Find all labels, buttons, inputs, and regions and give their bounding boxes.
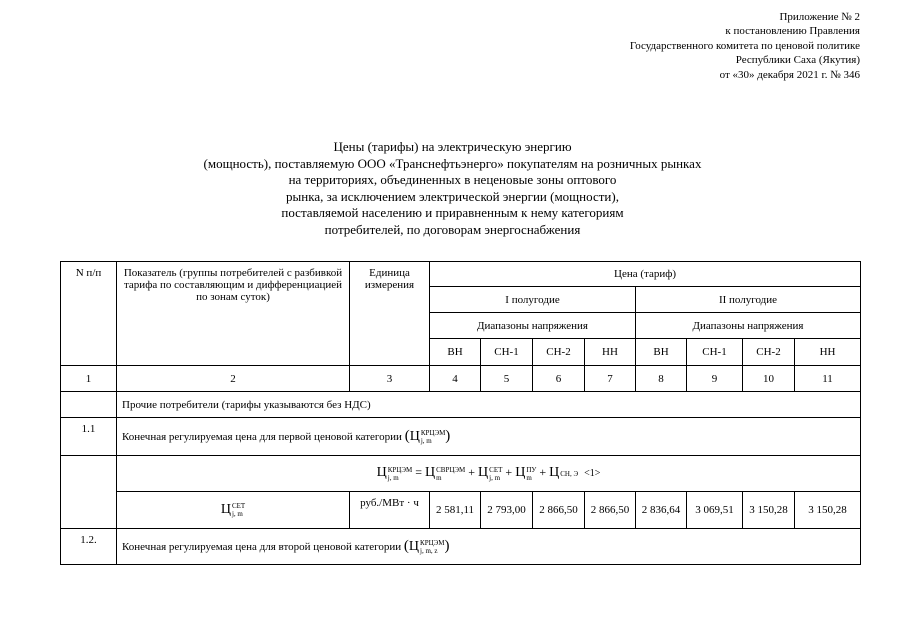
symbol-sup: КРЦЭМ	[420, 539, 445, 548]
set-symbol-cell	[117, 492, 350, 529]
header-num: N п/п	[61, 262, 117, 366]
close-paren: )	[444, 537, 450, 554]
symbol-sup: СВРЦЭМ	[436, 465, 466, 474]
symbol-sub: j, m	[387, 473, 399, 482]
symbol-indices	[232, 502, 245, 518]
tariff-table	[60, 261, 861, 565]
symbol-indices	[388, 466, 412, 482]
equals-sign: =	[415, 465, 422, 480]
section-title: Прочие потребители (тарифы указываются без НДС)	[117, 392, 861, 418]
symbol-sup: СЕТ	[231, 502, 246, 511]
formula-symbol: Ц	[515, 465, 526, 481]
row-1-2-text	[117, 529, 861, 565]
price-value: 3 069,51	[687, 492, 743, 529]
set-symbol: Ц	[220, 501, 231, 517]
formula-num-cell	[61, 456, 117, 529]
symbol-sub: m	[526, 473, 532, 482]
header-voltage-ranges: Диапазоны напряжения	[430, 313, 636, 339]
symbol-sub: j, m	[231, 510, 243, 519]
title-line: рынка, за исключением электрической энергии (мощности),	[286, 188, 619, 204]
symbol-sup: КРЦЭМ	[387, 465, 413, 474]
formula	[117, 456, 861, 492]
col-number: 5	[481, 366, 533, 392]
header-line: к постановлению Правления	[725, 25, 860, 38]
symbol-sup: СН, Э	[560, 469, 579, 478]
row-1-2-label: Конечная регулируемая цена для второй ценовой категории	[122, 540, 402, 553]
col-number: 8	[636, 366, 687, 392]
symbol-indices	[489, 466, 502, 482]
voltage-vn: ВН	[636, 339, 687, 366]
formula-symbol: Ц	[376, 465, 387, 481]
col-number: 7	[585, 366, 636, 392]
title-line: Цены (тарифы) на электрическую энергию	[333, 139, 572, 154]
header-voltage-ranges: Диапазоны напряжения	[636, 313, 861, 339]
voltage-sn1: СН-1	[481, 339, 533, 366]
col-number: 3	[350, 366, 430, 392]
symbol-sub: j, m	[489, 473, 501, 482]
symbol-indices	[421, 429, 445, 445]
header-price: Цена (тариф)	[430, 262, 861, 287]
row-num: 1.1	[61, 418, 117, 456]
formula-symbol: Ц	[425, 465, 436, 481]
price-value: 2 793,00	[481, 492, 533, 529]
title-line: на территориях, объединенных в неценовые зоны оптового	[288, 172, 617, 187]
header-unit: Единица измерения	[350, 262, 430, 366]
voltage-nn: НН	[795, 339, 861, 366]
formula-symbol: Ц	[549, 465, 560, 481]
header-line: от «30» декабря 2021 г. № 346	[719, 68, 860, 81]
row-1-1-label: Конечная регулируемая цена для первой ценовой категории	[122, 430, 402, 443]
title-line: потребителей, по договорам энергоснабжения	[324, 221, 581, 237]
footnote-ref: <1>	[584, 468, 601, 480]
header-line: Республики Саха (Якутия)	[735, 54, 860, 67]
header-indicator: Показатель (группы потребителей с разбивкой тарифа по составляющим и дифференциацией по зонам суток)	[117, 262, 350, 366]
voltage-nn: НН	[585, 339, 636, 366]
col-number: 2	[117, 366, 350, 392]
row-1-1-text	[117, 418, 861, 456]
price-value: 2 836,64	[636, 492, 687, 529]
title-line: поставляемой населению и приравненным к нему категориям	[281, 205, 624, 220]
symbol-sub: j, m, z	[420, 547, 438, 556]
open-paren: (	[404, 427, 410, 444]
set-unit: руб./МВт · ч	[350, 492, 430, 529]
col-number: 10	[743, 366, 795, 392]
open-paren: (	[403, 537, 409, 554]
close-paren: )	[445, 427, 451, 444]
voltage-vn: ВН	[430, 339, 481, 366]
col-number: 11	[795, 366, 861, 392]
plus-sign: +	[505, 465, 513, 480]
col-number: 4	[430, 366, 481, 392]
row-num: 1.2.	[61, 529, 117, 565]
symbol-sub: m	[436, 473, 442, 482]
symbol-indices	[436, 466, 465, 482]
header-half-1: I полугодие	[430, 287, 636, 313]
appendix-header	[630, 10, 860, 82]
col-number: 6	[533, 366, 585, 392]
price-value: 2 866,50	[533, 492, 585, 529]
price-value: 2 581,11	[430, 492, 481, 529]
voltage-sn2: СН-2	[743, 339, 795, 366]
header-line: Государственного комитета по ценовой политике	[629, 39, 860, 52]
voltage-sn1: СН-1	[687, 339, 743, 366]
price-symbol: Ц	[409, 428, 420, 444]
header-line: Приложение № 2	[779, 11, 860, 23]
plus-sign: +	[539, 465, 547, 480]
formula-symbol: Ц	[478, 465, 489, 481]
title-line: (мощность), поставляемую ООО «Транснефтьэнерго» покупателям на розничных рынках	[203, 155, 702, 171]
section-num-cell	[61, 392, 117, 418]
symbol-indices	[526, 466, 536, 482]
symbol-indices	[560, 470, 578, 478]
document-title	[0, 139, 905, 238]
price-value: 3 150,28	[743, 492, 795, 529]
price-value: 3 150,28	[795, 492, 861, 529]
symbol-sub: j, m	[420, 437, 432, 446]
voltage-sn2: СН-2	[533, 339, 585, 366]
price-value: 2 866,50	[585, 492, 636, 529]
plus-sign: +	[468, 465, 476, 480]
col-number: 9	[687, 366, 743, 392]
symbol-sup: СЕТ	[489, 465, 503, 474]
header-half-2: II полугодие	[636, 287, 861, 313]
col-number: 1	[61, 366, 117, 392]
price-symbol: Ц	[408, 538, 420, 554]
symbol-sup: ПУ	[526, 465, 537, 474]
symbol-indices	[420, 539, 444, 555]
symbol-sup: КРЦЭМ	[420, 429, 446, 438]
